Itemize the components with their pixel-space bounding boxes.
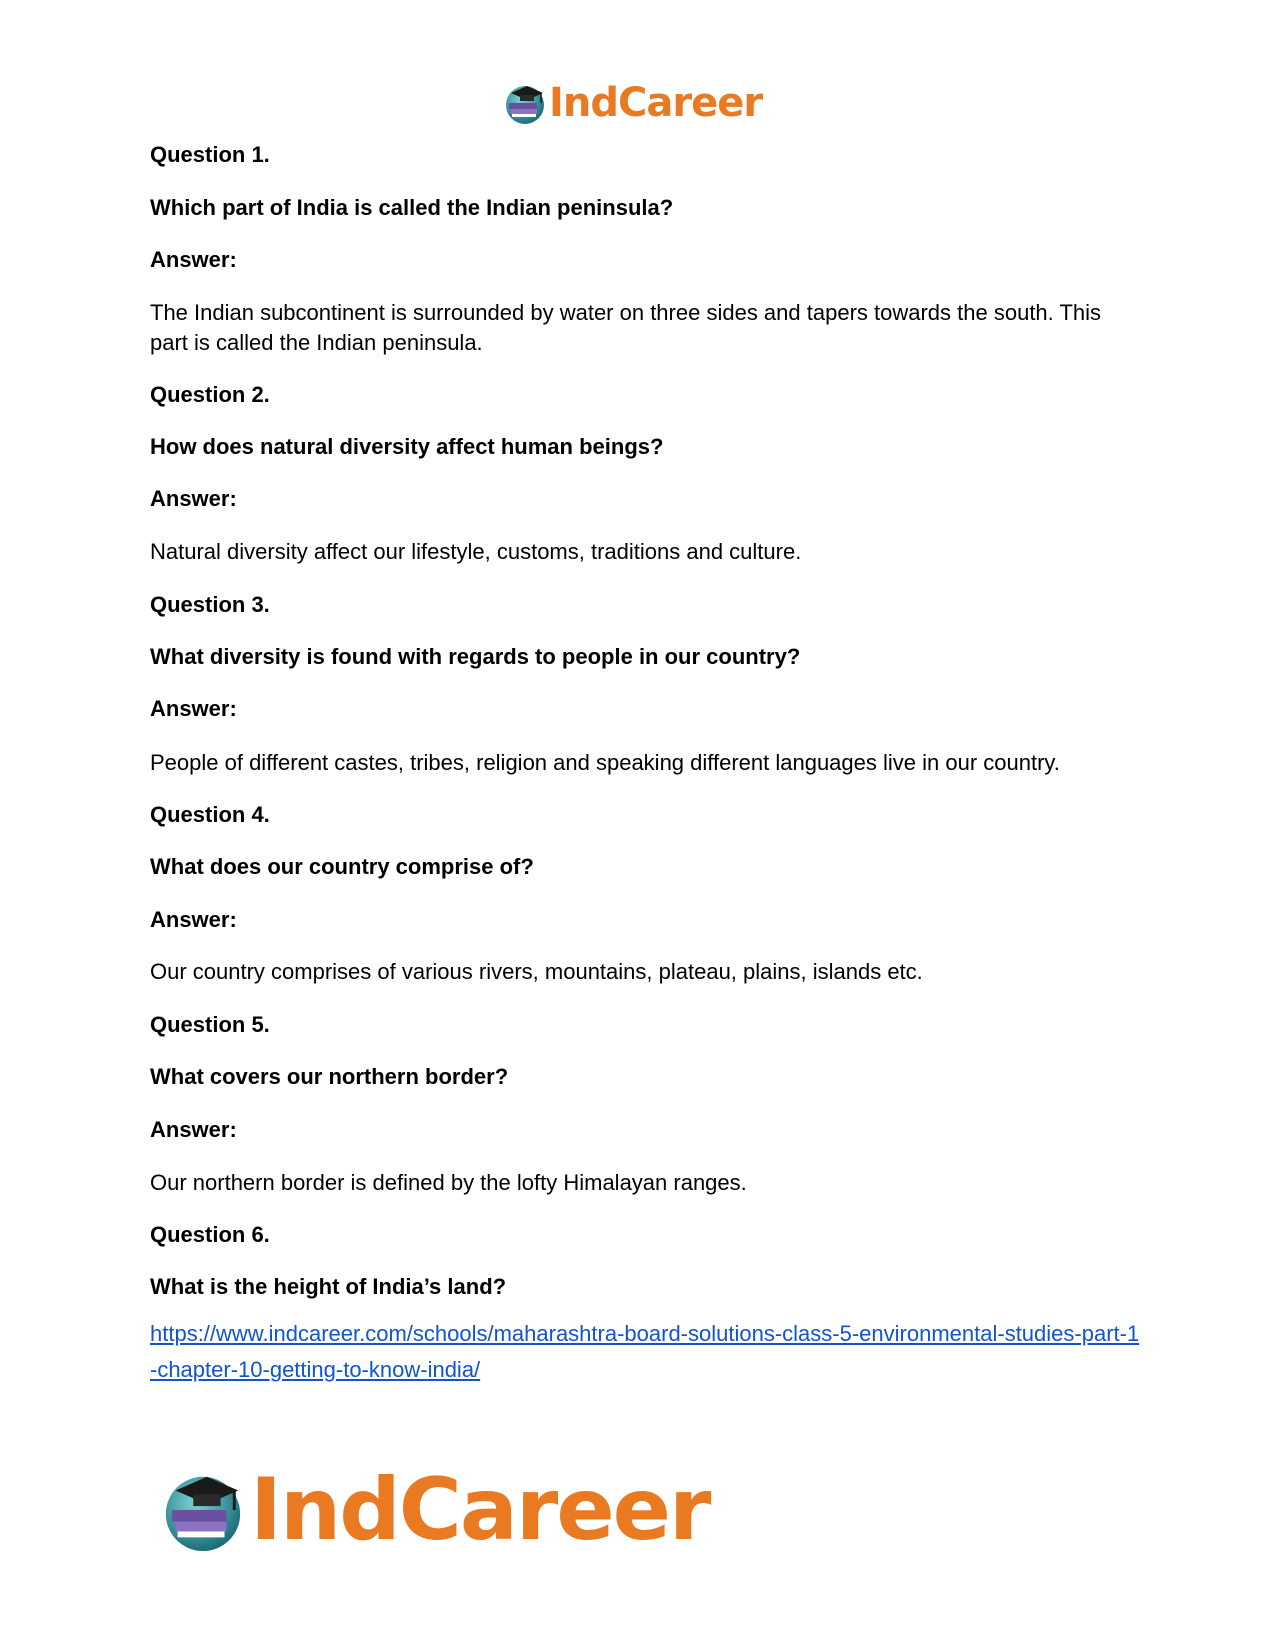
graduation-cap-globe-icon bbox=[503, 81, 547, 125]
question-label: Question 6. bbox=[150, 1222, 270, 1247]
answer-label: Answer: bbox=[150, 247, 237, 272]
answer-text: Our country comprises of various rivers, mountains, plateau, plains, islands etc. bbox=[150, 959, 923, 984]
answer-text: People of different castes, tribes, religion and speaking different languages live in our country. bbox=[150, 750, 1060, 775]
answer-label: Answer: bbox=[150, 907, 237, 932]
question-label: Question 5. bbox=[150, 1012, 270, 1037]
question-label: Question 3. bbox=[150, 592, 270, 617]
question-text: Which part of India is called the Indian peninsula? bbox=[150, 195, 674, 220]
question-text: What diversity is found with regards to people in our country? bbox=[150, 644, 801, 669]
question-text: What does our country comprise of? bbox=[150, 854, 534, 879]
answer-label: Answer: bbox=[150, 696, 237, 721]
source-link[interactable]: https://www.indcareer.com/schools/maharashtra-board-solutions-class-5-environmental-studies-part-1-chapter-10-getting-to-know-india/ bbox=[150, 1321, 1140, 1382]
indcareer-logo-header bbox=[503, 78, 762, 128]
question-text: What covers our northern border? bbox=[150, 1064, 509, 1089]
logo-wordmark: IndCareer bbox=[549, 80, 763, 126]
question-label: Question 2. bbox=[150, 382, 270, 407]
indcareer-logo-footer bbox=[160, 1460, 709, 1560]
answer-text: Our northern border is defined by the lofty Himalayan ranges. bbox=[150, 1170, 747, 1195]
answer-text: The Indian subcontinent is surrounded by water on three sides and tapers towards the south. This part is called the Indian peninsula. bbox=[150, 300, 1102, 355]
question-label: Question 4. bbox=[150, 802, 270, 827]
answer-label: Answer: bbox=[150, 486, 237, 511]
graduation-cap-globe-icon bbox=[160, 1467, 246, 1553]
logo-wordmark: IndCareer bbox=[250, 1460, 710, 1560]
answer-label: Answer: bbox=[150, 1117, 237, 1142]
answer-text: Natural diversity affect our lifestyle, customs, traditions and culture. bbox=[150, 539, 802, 564]
question-text: How does natural diversity affect human beings? bbox=[150, 434, 664, 459]
question-text: What is the height of India’s land? bbox=[150, 1274, 507, 1299]
question-label: Question 1. bbox=[150, 142, 270, 167]
